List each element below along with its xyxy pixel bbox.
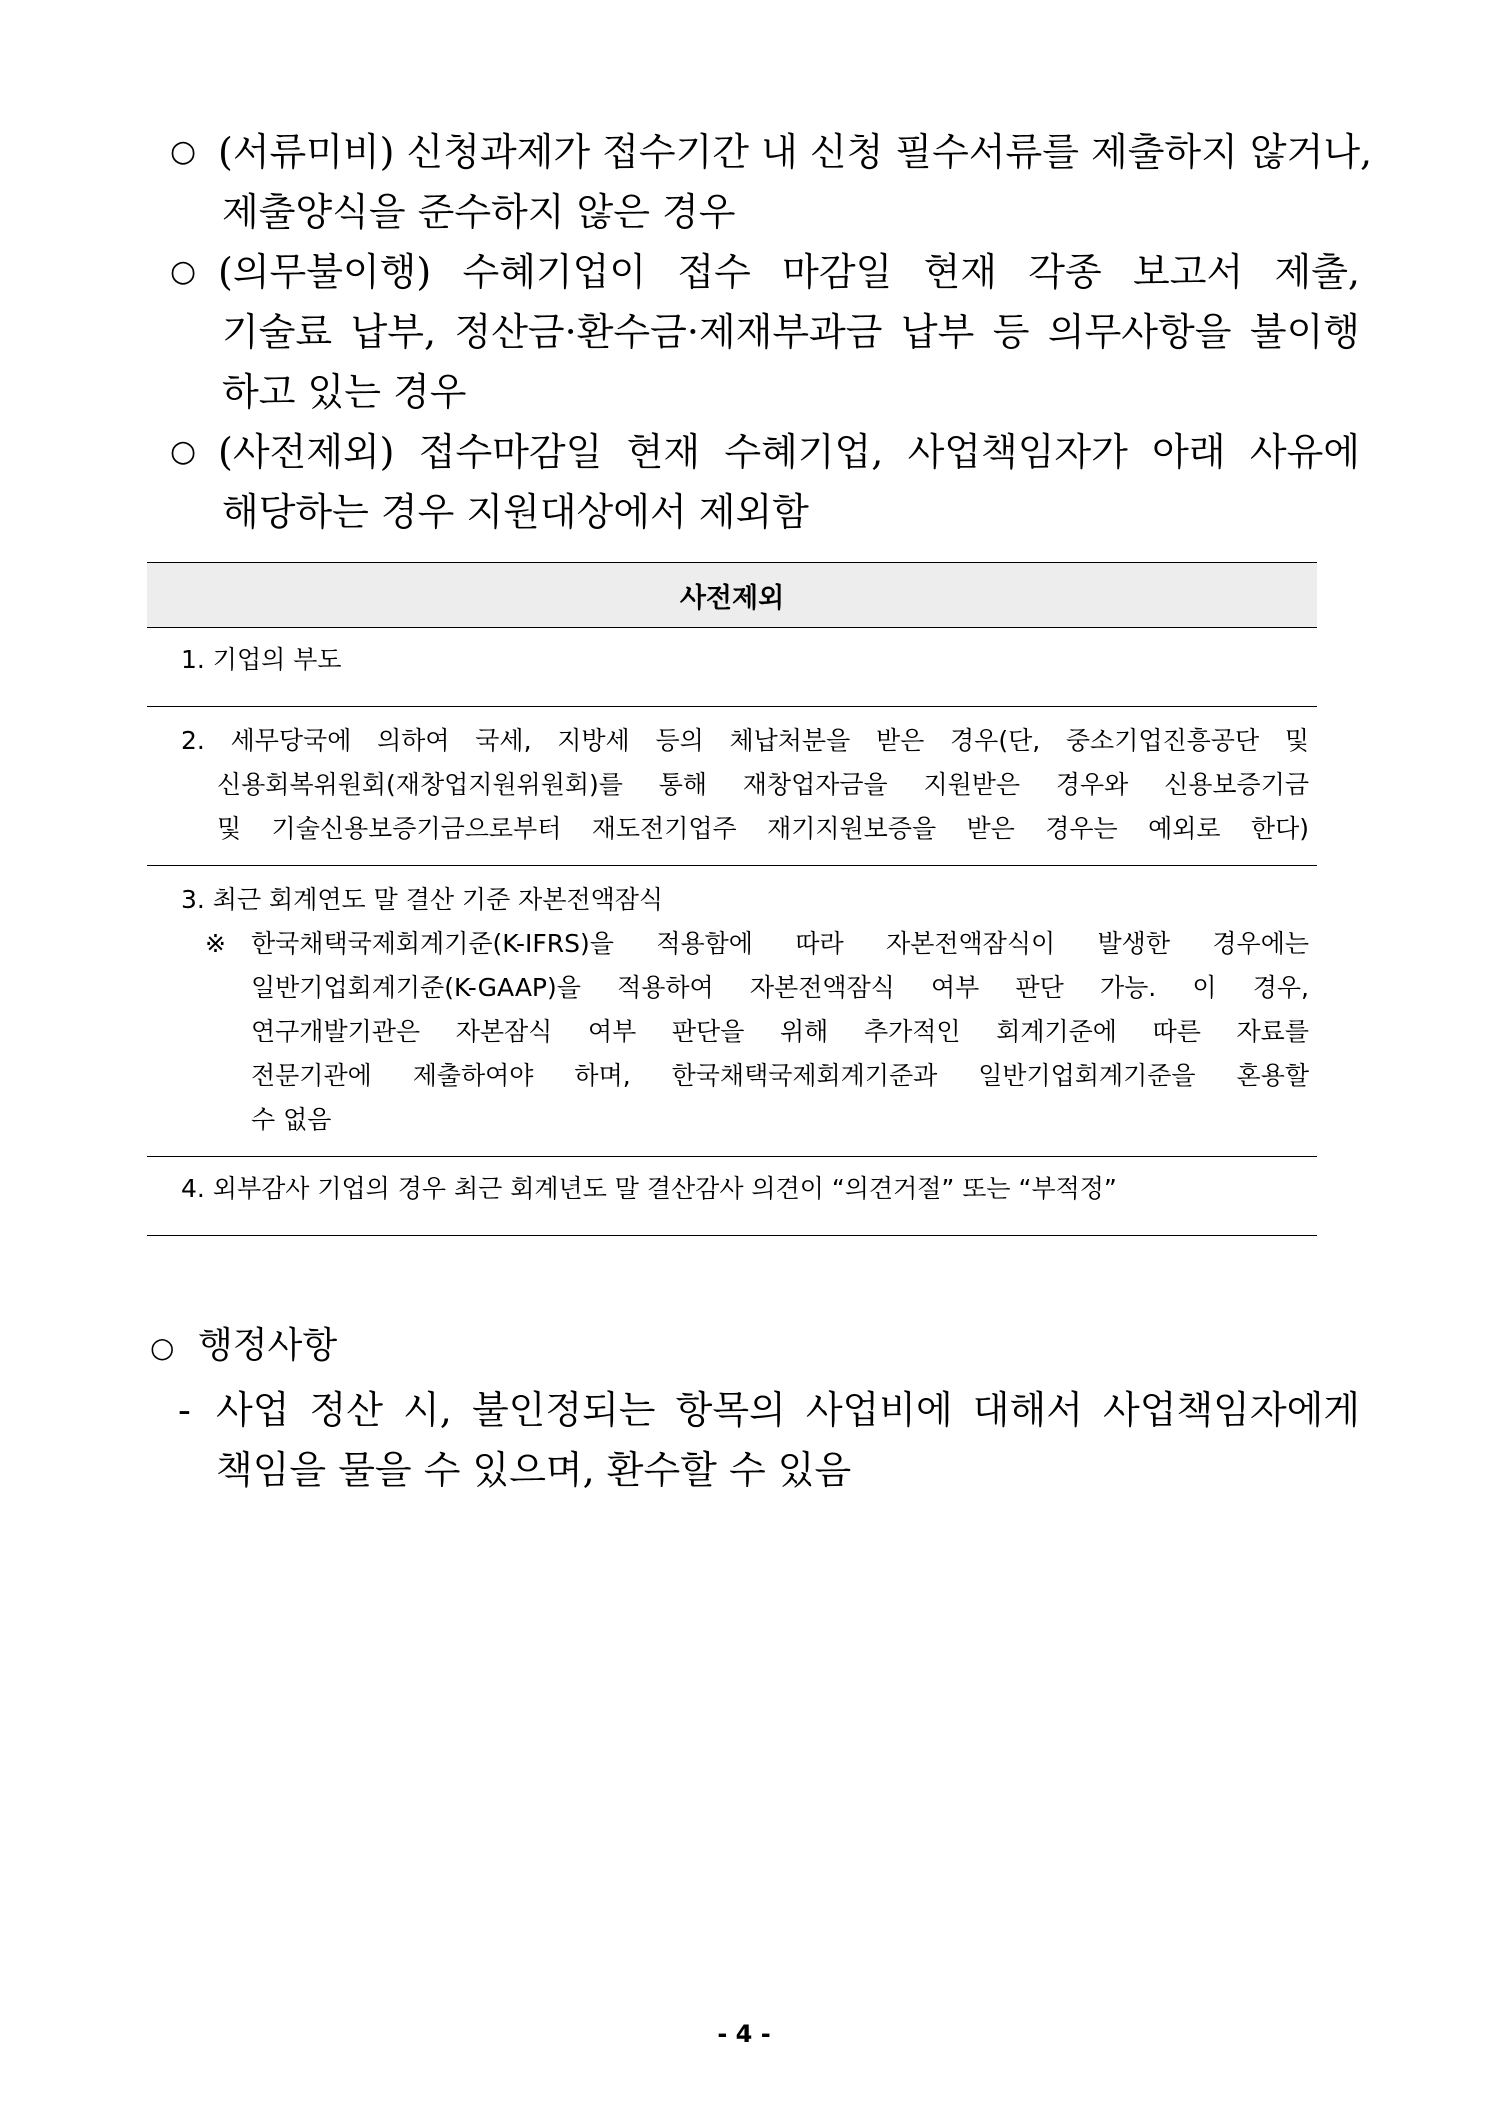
criterion-2-line-1: ○ (의무불이행) 수혜기업이 접수 마감일 현재 각종 보고서 제출, <box>170 242 1360 302</box>
criteria-list <box>170 122 1373 542</box>
bullet-circle-icon: ○ <box>150 1331 175 1364</box>
admin-item: - 사업 정산 시, 불인정되는 항목의 사업비에 대해서 사업책임자에게 책임을 물을 수 있으며, 환수할 수 있음 <box>150 1380 1360 1500</box>
admin-section <box>150 1318 1360 1500</box>
table-row <box>147 1157 1317 1236</box>
criterion-1-line-1: ○ (서류미비) 신청과제가 접수기간 내 신청 필수서류를 제출하지 않거나, <box>170 122 1360 182</box>
page-number: - 4 - <box>717 2020 771 2048</box>
table-row <box>147 628 1317 707</box>
exclusion-note: ※ 한국채택국제회계기준(K-IFRS)을 적용함에 따라 자본전액잠식이 발생한 경우에는 일반기업회계기준(K-GAAP)을 적용하여 자본전액잠식 여부 판단 가능. 이 경우, 연구개발기관은 자본잠식 여부 판단을 위해 추가적인 회계기준에 따른 자료를 전문기관에 제출하여야 하며, 한국채택국제회계기준과 일반기업회계기준을 혼용할 수 없음 <box>181 922 1309 1142</box>
criterion-3-line-2: 해당하는 경우 지원대상에서 제외함 <box>222 490 809 534</box>
dash-icon: - <box>178 1388 191 1432</box>
bullet-circle-icon: ○ <box>170 134 197 169</box>
reference-mark-icon: ※ <box>205 929 226 958</box>
table-row <box>147 866 1317 1157</box>
exclusion-item-1: 1. 기업의 부도 <box>147 628 1317 707</box>
bullet-circle-icon: ○ <box>170 434 197 469</box>
exclusion-table <box>147 562 1317 1236</box>
criterion-3-line-1: ○ (사전제외) 접수마감일 현재 수혜기업, 사업책임자가 아래 사유에 <box>170 422 1360 482</box>
criterion-2-line-3: 하고 있는 경우 <box>222 370 467 414</box>
admin-heading: ○ 행정사항 <box>150 1318 1360 1376</box>
bullet-circle-icon: ○ <box>170 254 197 289</box>
exclusion-item-2: 2. 세무당국에 의하여 국세, 지방세 등의 체납처분을 받은 경우(단, 중소기업진흥공단 및 신용회복위원회(재창업지원위원회)를 통해 재창업자금을 지원받은 경우와 신용보증기금 및 기술신용보증기금으로부터 재도전기업주 재기지원보증을 받은 경우는 예외로 한다) <box>147 707 1317 866</box>
criterion-1-line-2: 제출양식을 준수하지 않은 경우 <box>222 190 736 234</box>
exclusion-item-3: 3. 최근 회계연도 말 결산 기준 자본전액잠식 ※ 한국채택국제회계기준(K-IFRS)을 적용함에 따라 자본전액잠식이 발생한 경우에는 일반기업회계기준(K-GAAP)을 적용하여 자본전액잠식 여부 판단 가능. 이 경우, 연구개발기관은 자본잠식 여부 판단을 위해 추가적인 회계기준에 따른 자료를 전문기관에 제출하여야 하며, 한국채택국제회계기준과 일반기업회계기준을 혼용할 수 없음 <box>147 866 1317 1157</box>
exclusion-table-header: 사전제외 <box>147 563 1317 628</box>
table-row <box>147 707 1317 866</box>
exclusion-item-4: 4. 외부감사 기업의 경우 최근 회계년도 말 결산감사 의견이 “의견거절” 또는 “부적정” <box>147 1157 1317 1236</box>
criterion-2-line-2: 기술료 납부, 정산금·환수금·제재부과금 납부 등 의무사항을 불이행 <box>222 310 1360 354</box>
